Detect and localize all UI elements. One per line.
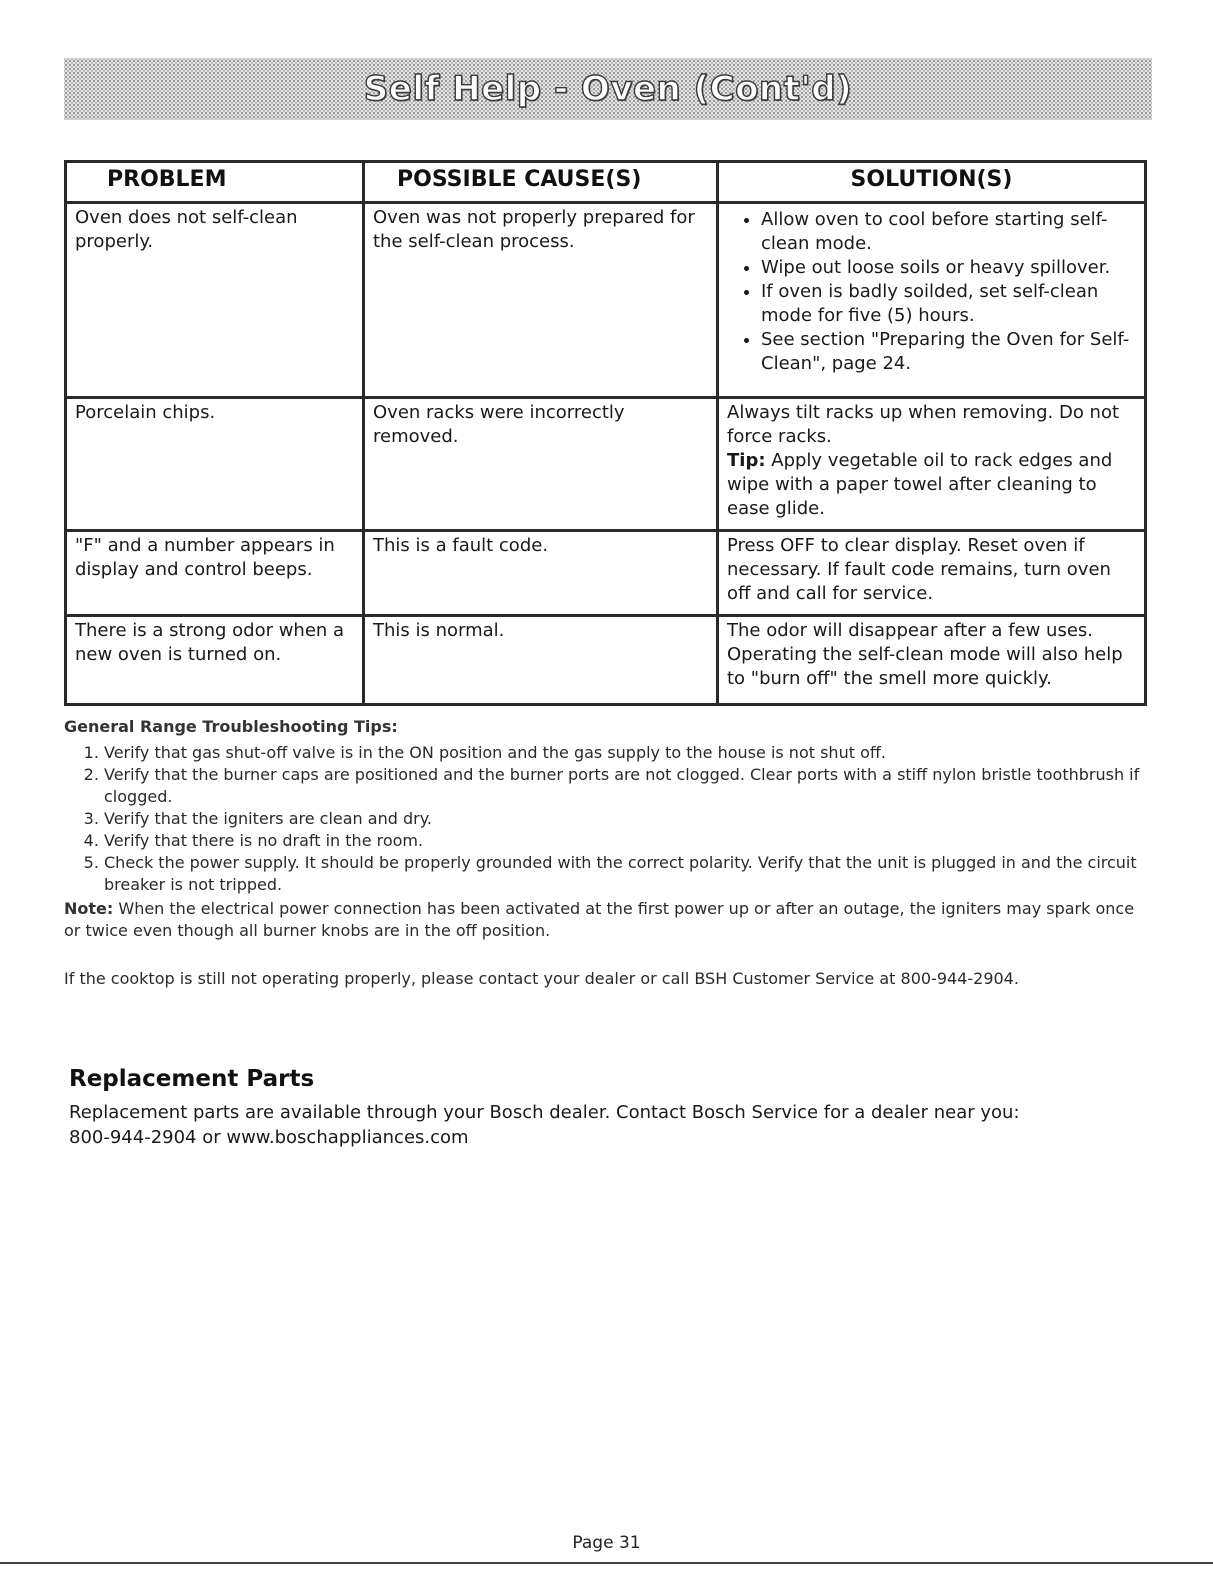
cause-cell: This is normal.: [364, 616, 718, 705]
tip-text: Apply vegetable oil to rack edges and wipe with a paper towel after cleaning to ease glide.: [727, 450, 1113, 519]
solution-item: • Wipe out loose soils or heavy spillover.: [761, 256, 1136, 280]
solution-cell: Press OFF to clear display. Reset oven if necessary. If fault code remains, turn oven off and call for service.: [718, 531, 1146, 616]
tip-item: 4. Verify that there is no draft in the room.: [104, 830, 1144, 852]
cause-cell: Oven was not properly prepared for the self-clean process.: [364, 203, 718, 398]
column-header-problem: PROBLEM: [66, 162, 364, 203]
tip-item: 3. Verify that the igniters are clean and dry.: [104, 808, 1144, 830]
solution-item: • See section "Preparing the Oven for Self-Clean", page 24.: [761, 328, 1136, 376]
solution-item: • Allow oven to cool before starting self-clean mode.: [761, 208, 1136, 256]
replacement-line: Replacement parts are available through your Bosch dealer. Contact Bosch Service for a dealer near you:: [69, 1102, 1020, 1123]
solution-item: • If oven is badly soilded, set self-clean mode for five (5) hours.: [761, 280, 1136, 328]
cause-cell: This is a fault code.: [364, 531, 718, 616]
problem-cell: Oven does not self-clean properly.: [66, 203, 364, 398]
page-banner: [64, 58, 1152, 120]
tip-label: Tip:: [727, 450, 766, 471]
problem-cell: There is a strong odor when a new oven is turned on.: [66, 616, 364, 705]
solution-cell: [718, 398, 1146, 531]
solution-text: Always tilt racks up when removing. Do not force racks.: [727, 402, 1120, 447]
tip-item: 2. Verify that the burner caps are positioned and the burner ports are not clogged. Clear ports with a stiff nylon bristle toothbrush if clogged.: [104, 764, 1144, 808]
replacement-parts-text: [69, 1100, 1129, 1150]
troubleshooting-tips: [64, 716, 1144, 990]
column-header-cause: POSSIBLE CAUSE(S): [364, 162, 718, 203]
tips-list: [64, 742, 1144, 896]
table-row: [66, 203, 1146, 398]
tip-item: 5. Check the power supply. It should be properly grounded with the correct polarity. Verify that the unit is plugged in and the circuit breaker is not tripped.: [104, 852, 1144, 896]
replacement-parts-heading: Replacement Parts: [69, 1066, 315, 1092]
table-row: [66, 616, 1146, 705]
solution-cell: [718, 203, 1146, 398]
page-title: Self Help - Oven (Cont'd): [363, 69, 853, 109]
solution-list: [727, 208, 1136, 376]
problem-cell: Porcelain chips.: [66, 398, 364, 531]
replacement-contact-line: 800-944-2904 or www.boschappliances.com: [69, 1127, 469, 1148]
tip-item: 1. Verify that gas shut-off valve is in the ON position and the gas supply to the house is not shut off.: [104, 742, 1144, 764]
troubleshooting-table: [64, 160, 1147, 706]
bottom-divider: [0, 1562, 1213, 1564]
tips-heading: General Range Troubleshooting Tips:: [64, 717, 398, 736]
solution-cell: The odor will disappear after a few uses. Operating the self-clean mode will also help to "burn off" the smell more quickly.: [718, 616, 1146, 705]
table-row: [66, 531, 1146, 616]
cause-cell: Oven racks were incorrectly removed.: [364, 398, 718, 531]
page-number: Page 31: [572, 1533, 641, 1553]
note-text: When the electrical power connection has been activated at the first power up or after an outage, the igniters may spark once or twice even though all burner knobs are in the off position.: [64, 899, 1135, 940]
problem-cell: "F" and a number appears in display and control beeps.: [66, 531, 364, 616]
note-paragraph: [64, 898, 1144, 942]
table-header-row: [66, 162, 1146, 203]
note-label: Note:: [64, 899, 114, 918]
column-header-solution: SOLUTION(S): [718, 162, 1146, 203]
contact-paragraph: If the cooktop is still not operating properly, please contact your dealer or call BSH Customer Service at 800-944-2904.: [64, 969, 1019, 988]
table-row: [66, 398, 1146, 531]
